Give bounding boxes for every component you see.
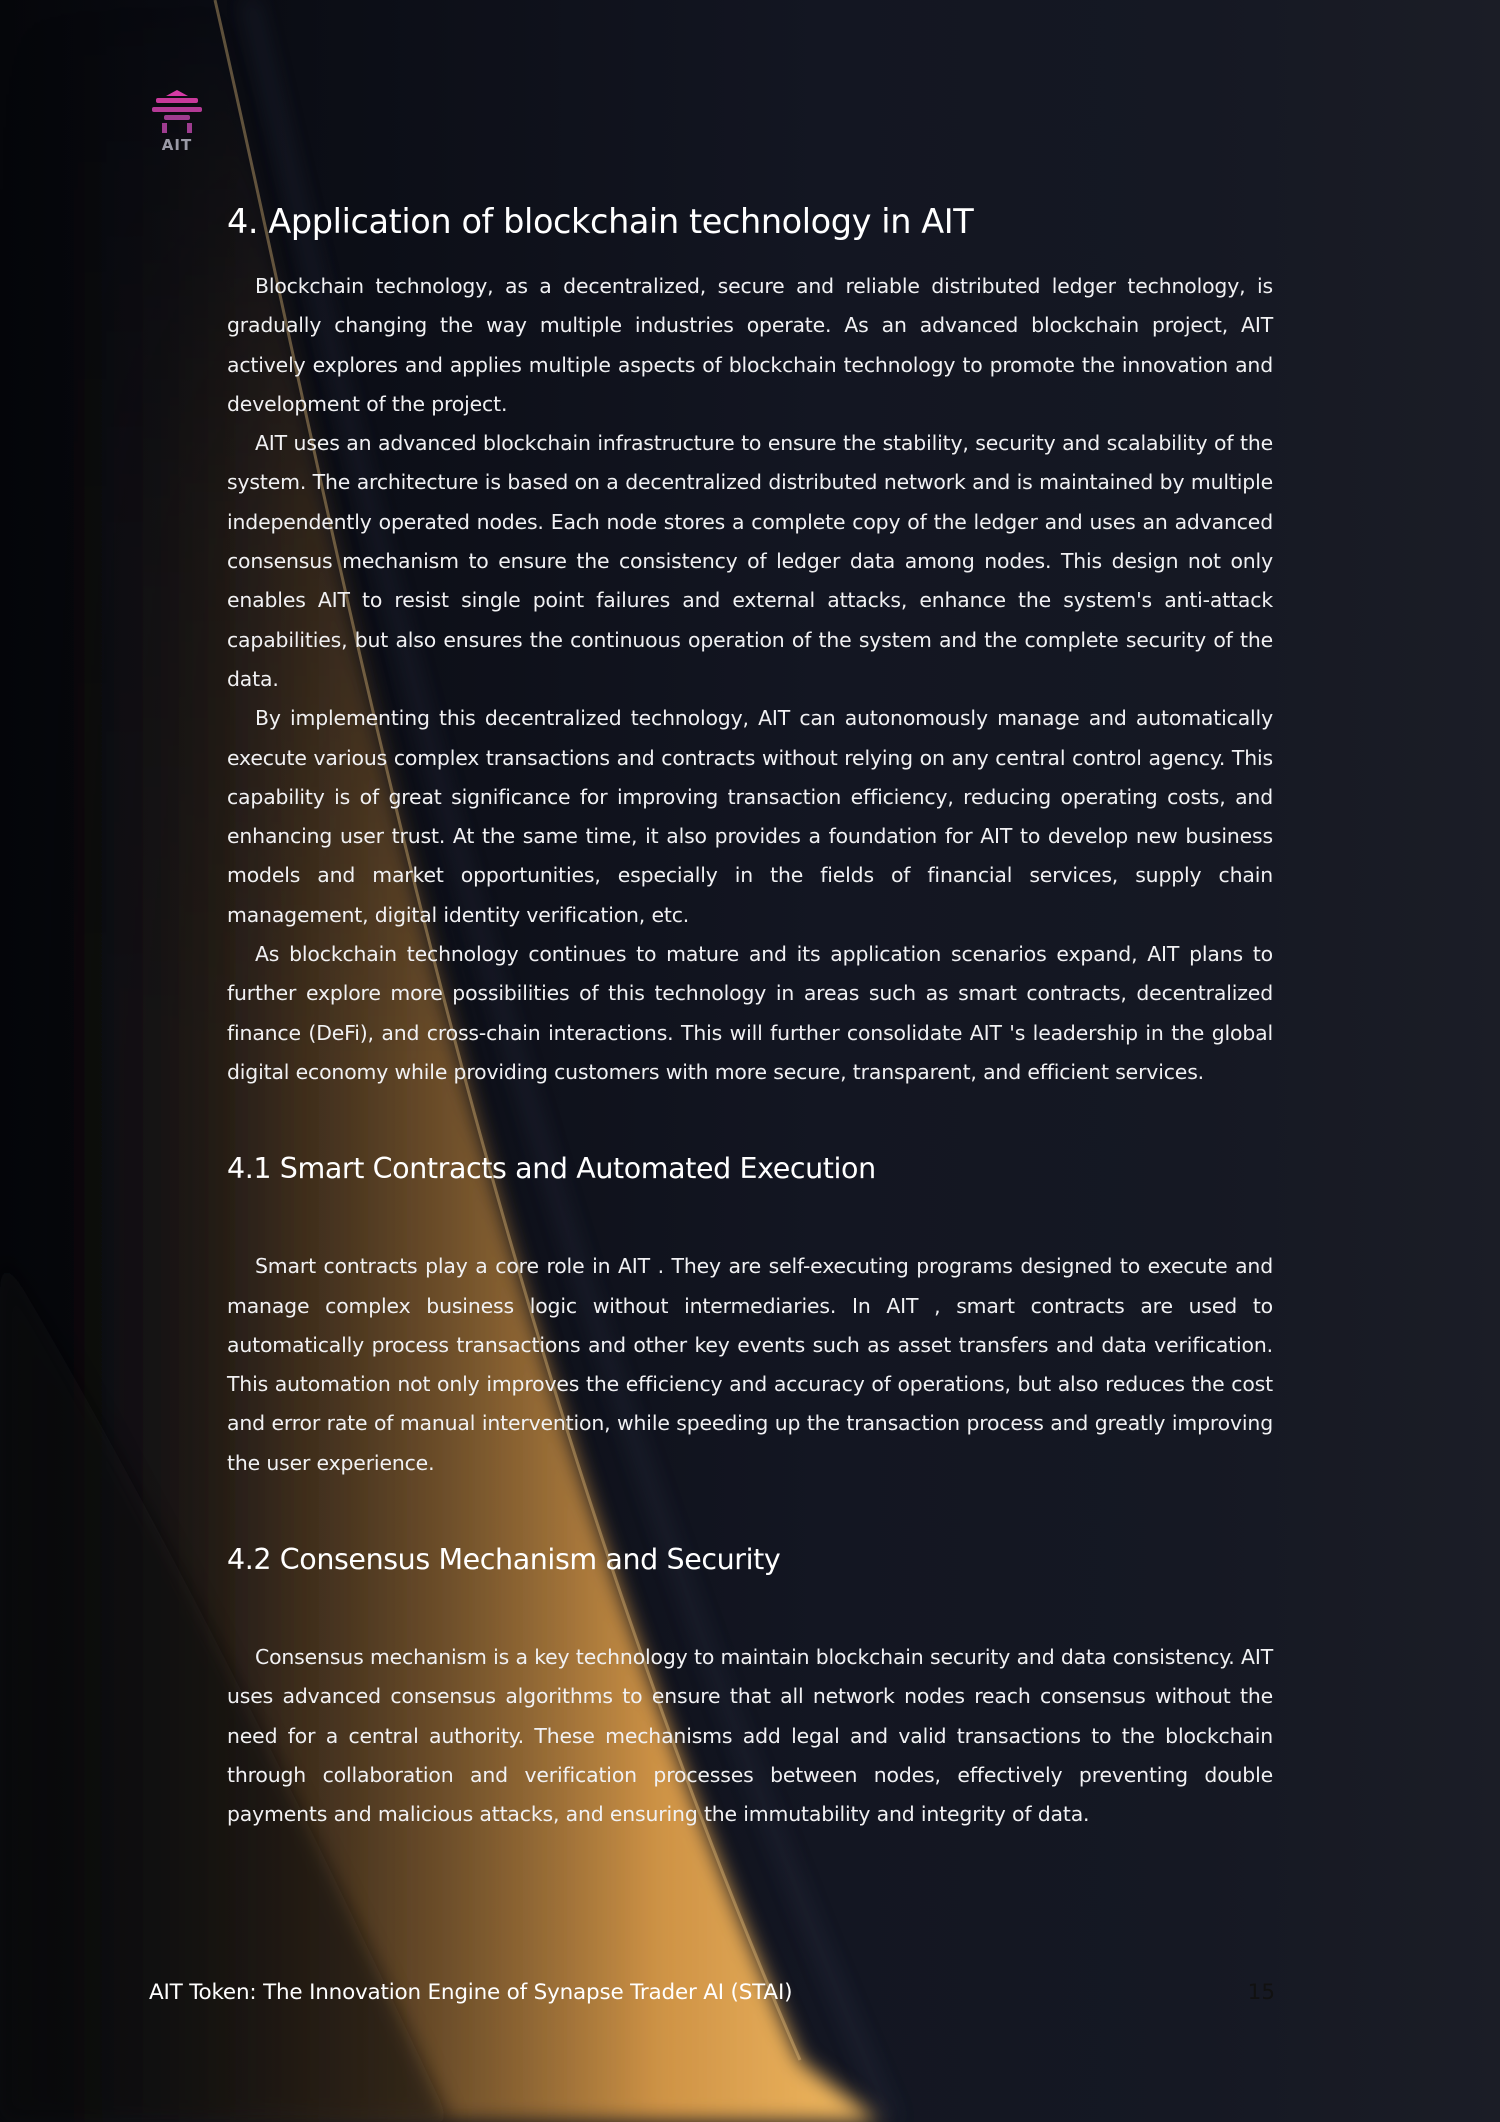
subsection-title-smart-contracts: 4.1 Smart Contracts and Automated Execution [227,1152,876,1186]
subsection-title-consensus: 4.2 Consensus Mechanism and Security [227,1543,781,1577]
intro-paragraph: AIT uses an advanced blockchain infrastructure to ensure the stability, security and scalability of the system. The architecture is based on a decentralized distributed network and is maintained by multiple independently operated nodes. Each node stores a complete copy of the ledger and uses an advanced consensus mechanism to ensure the consistency of ledger data among nodes. This design not only enables AIT to resist single point failures and external attacks, enhance the system's anti-attack capabilities, but also ensures the continuous operation of the system and the complete security of the data. [227,431,1273,691]
section-title: 4. Application of blockchain technology in AIT [227,202,974,241]
footer-title: AIT Token: The Innovation Engine of Synapse Trader AI (STAI) [149,1980,793,2005]
content [227,196,1273,1835]
intro-paragraph: As blockchain technology continues to mature and its application scenarios expand, AIT plans to further explore more possibilities of this technology in areas such as smart contracts, decentralized finance (DeFi), and cross-chain interactions. This will further consolidate AIT 's leadership in the global digital economy while providing customers with more secure, transparent, and efficient services. [227,942,1273,1084]
page-number: 15 [1247,1980,1275,2005]
subsection-body-consensus: Consensus mechanism is a key technology to maintain blockchain security and data consistency. AIT uses advanced consensus algorithms to ensure that all network nodes reach consensus without the need for a central authority. These mechanisms add legal and valid transactions to the blockchain through collaboration and verification processes between nodes, effectively preventing double payments and malicious attacks, and ensuring the immutability and integrity of data. [227,1645,1273,1827]
logo-text: AIT [161,136,193,154]
subsection-body-smart-contracts: Smart contracts play a core role in AIT . They are self-executing programs designed to execute and manage complex business logic without intermediaries. In AIT , smart contracts are used to automatically process transactions and other key events such as asset transfers and data verification. This automation not only improves the efficiency and accuracy of operations, but also reduces the cost and error rate of manual intervention, while speeding up the transaction process and greatly improving the user experience. [227,1254,1273,1475]
intro-paragraph: By implementing this decentralized technology, AIT can autonomously manage and automatically execute various complex transactions and contracts without relying on any central control agency. This capability is of great significance for improving transaction efficiency, reducing operating costs, and enhancing user trust. At the same time, it also provides a foundation for AIT to develop new business models and market opportunities, especially in the fields of financial services, supply chain management, digital identity verification, etc. [227,706,1273,927]
intro-paragraph: Blockchain technology, as a decentralized, secure and reliable distributed ledger technology, is gradually changing the way multiple industries operate. As an advanced blockchain project, AIT actively explores and applies multiple aspects of blockchain technology to promote the innovation and development of the project. [227,274,1273,416]
